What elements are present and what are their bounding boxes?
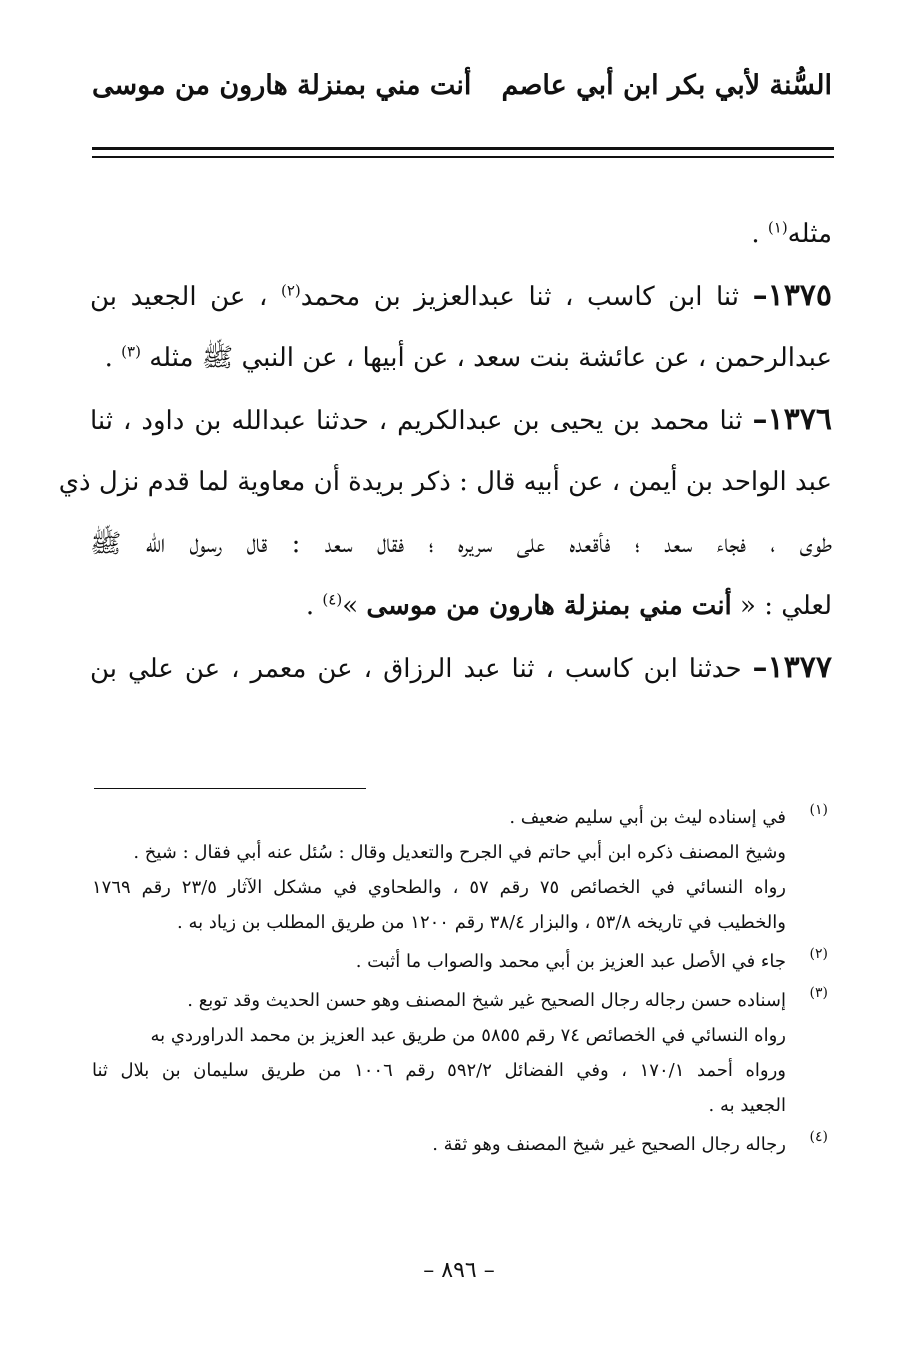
- footnote-mark: (٣): [809, 985, 828, 1001]
- quoted-hadith: أنت مني بمنزلة هارون من موسى: [366, 591, 732, 621]
- text-segment: عبدالرحمن ، عن عائشة بنت سعد ، عن أبيها ، عن النبي ﷺ مثله: [149, 343, 832, 373]
- footnotes: [92, 800, 832, 1162]
- footnote-line: وشيخ المصنف ذكره ابن أبي حاتم في الجرح والتعديل وقال : سُئل عنه أبي فقال : شيخ .: [133, 842, 786, 863]
- footnote-line: في إسناده ليث بن أبي سليم ضعيف .: [509, 807, 786, 828]
- header-rule-thin: [92, 156, 834, 158]
- footnote-1: [92, 800, 832, 940]
- footnote-line: رجاله رجال الصحيح غير شيخ المصنف وهو ثقة .: [432, 1134, 786, 1155]
- text-segment: »: [342, 591, 359, 621]
- footnote-ref: (٣): [121, 342, 141, 361]
- hadith-1376-line-3: [90, 516, 832, 578]
- footnote-ref: (٢): [280, 281, 301, 300]
- continuation-line: [90, 206, 832, 268]
- hadith-1376-line-1: [90, 392, 832, 454]
- hadith-dash: –: [752, 278, 768, 313]
- footnote-line: والخطيب في تاريخه ٥٣/٨ ، والبزار ٣٨/٤ رقم ١٢٠٠ من طريق المطلب بن زياد به .: [177, 912, 786, 933]
- text-segment: ، عن الجعيد بن: [90, 282, 268, 312]
- footnote-line: ورواه أحمد ١٧٠/١ ، وفي الفضائل ٥٩٢/٢ رقم ١٠٠٦ من طريق سليمان بن بلال ثنا: [92, 1060, 786, 1081]
- footnote-mark: (١): [809, 802, 828, 818]
- text-segment: حدثنا ابن كاسب ، ثنا عبد الرزاق ، عن معمر ، عن علي بن: [90, 654, 742, 684]
- footnote-line: رواه النسائي في الخصائص ٧٤ رقم ٥٨٥٥ من طريق عبد العزيز بن محمد الدراوردي به: [150, 1025, 786, 1046]
- text-segment: لعلي : «: [740, 591, 832, 621]
- page-number: – ٨٩٦ –: [423, 1258, 495, 1283]
- chapter-title: أنت مني بمنزلة هارون من موسى: [92, 70, 472, 101]
- hadith-1376-line-2: [58, 454, 832, 516]
- text-segment: .: [305, 591, 315, 621]
- text-segment: .: [104, 343, 113, 373]
- text-segment: ثنا ابن كاسب ، ثنا عبدالعزيز بن محمد: [300, 282, 739, 312]
- running-header: [92, 70, 832, 120]
- hadith-1376-line-4: [90, 578, 832, 640]
- hadith-1375-line-1: [90, 268, 832, 330]
- book-title: السُّنة لأبي بكر ابن أبي عاصم: [501, 70, 832, 101]
- footnote-line: الجعيد به .: [708, 1095, 786, 1116]
- footnote-mark: (٤): [809, 1129, 828, 1145]
- hadith-number: ١٣٧٦: [767, 402, 832, 437]
- hadith-1375-line-2: [90, 330, 832, 392]
- hadith-1377-line-1: [90, 640, 832, 702]
- header-rule-thick: [92, 147, 834, 150]
- footnote-mark: (٢): [809, 946, 828, 962]
- footnote-line: رواه النسائي في الخصائص ٧٥ رقم ٥٧ ، والطحاوي في مشكل الآثار ٢٣/٥ رقم ١٧٦٩: [92, 877, 786, 898]
- hadith-dash: –: [752, 650, 768, 685]
- text-segment: عبد الواحد بن أيمن ، عن أبيه قال : ذكر بريدة أن معاوية لما قدم نزل ذي: [58, 467, 832, 497]
- footnote-line: جاء في الأصل عبد العزيز بن أبي محمد والصواب ما أثبت .: [355, 951, 786, 972]
- text-segment: .: [751, 219, 760, 249]
- text-segment: مثله: [787, 219, 832, 249]
- footnote-4: [92, 1127, 832, 1162]
- hadith-dash: –: [752, 402, 768, 437]
- text-segment: طوى ، فجاء سعد ؛ فأقعده على سريره ؛ فقال سعد : قال رسول الله ﷺ: [90, 529, 832, 559]
- body-text: [58, 206, 833, 702]
- footnote-2: [92, 944, 832, 979]
- footnote-rule: [94, 788, 366, 789]
- footnote-ref: (٤): [322, 590, 343, 609]
- hadith-number: ١٣٧٧: [767, 650, 832, 685]
- text-segment: ثنا محمد بن يحيى بن عبدالكريم ، حدثنا عبدالله بن داود ، ثنا: [90, 406, 743, 436]
- footnote-3: [92, 983, 832, 1123]
- footnote-line: إسناده حسن رجاله رجال الصحيح غير شيخ المصنف وهو حسن الحديث وقد توبع .: [187, 990, 786, 1011]
- hadith-number: ١٣٧٥: [767, 278, 833, 313]
- footnote-ref: (١): [767, 218, 788, 237]
